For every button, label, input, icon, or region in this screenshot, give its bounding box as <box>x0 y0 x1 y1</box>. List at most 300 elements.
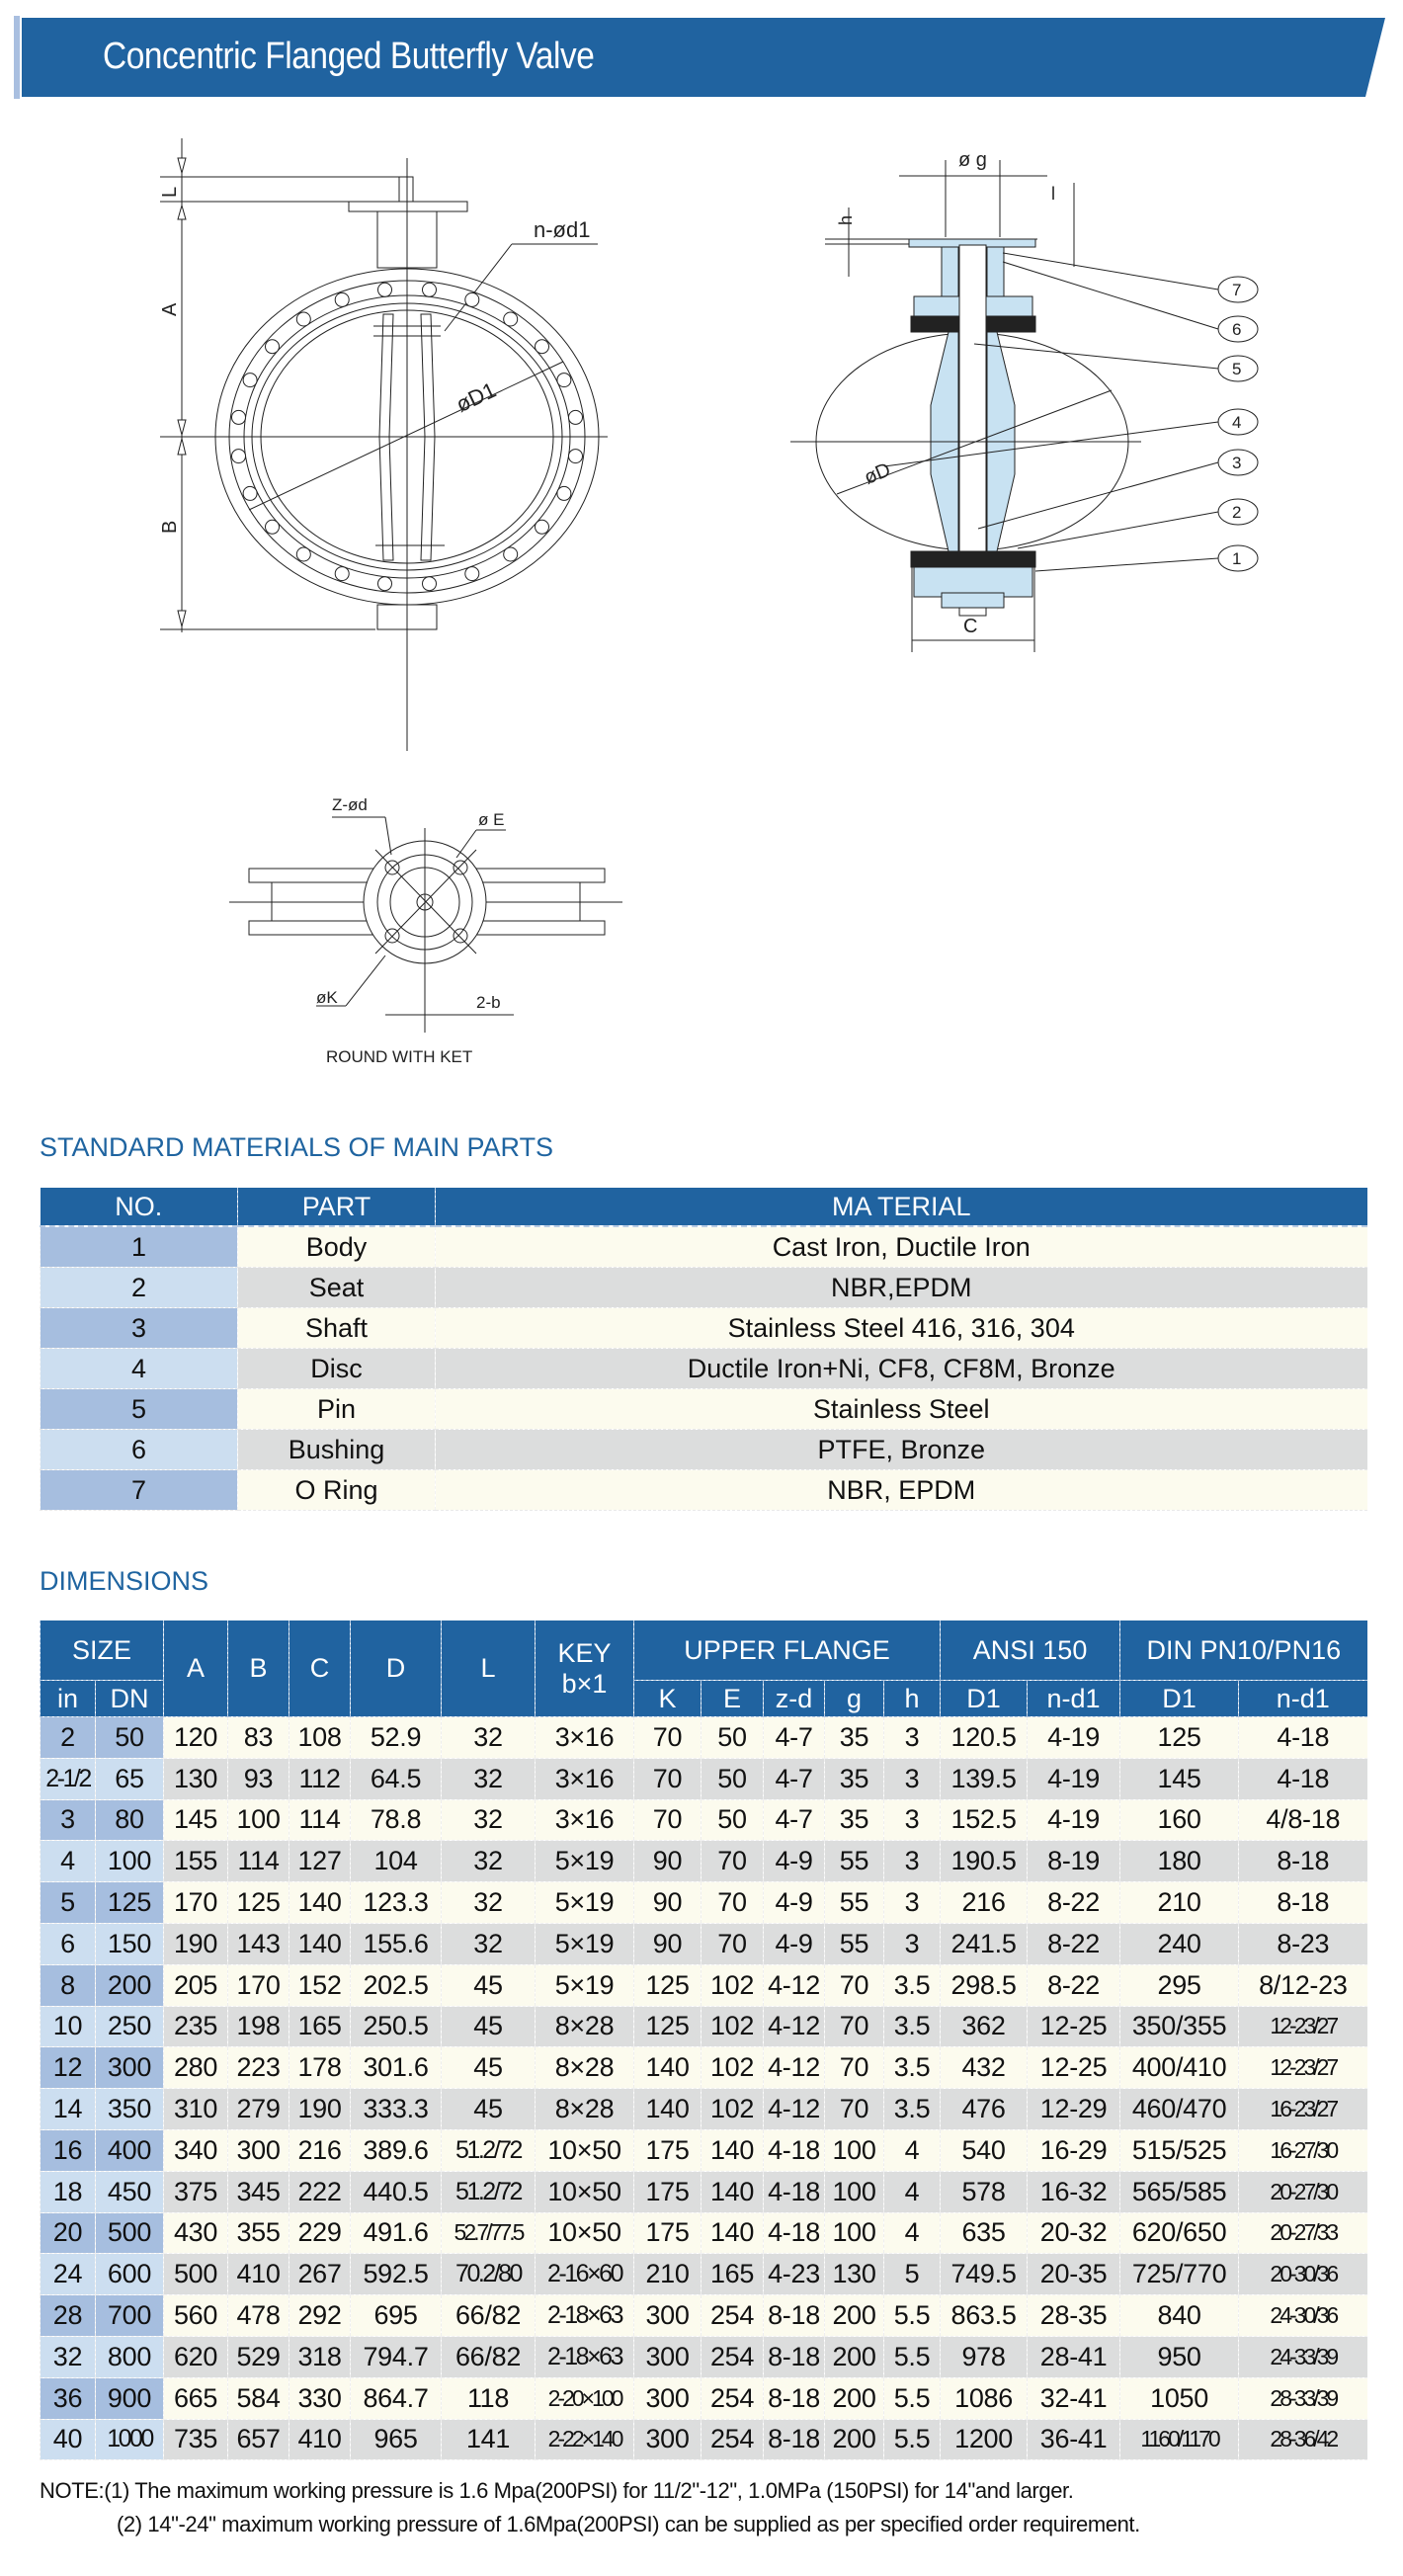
size-dn: 300 <box>96 2047 164 2089</box>
size-in: 2 <box>41 1717 96 1759</box>
arrow-icon <box>178 206 186 219</box>
flange-g: 100 <box>825 2212 884 2254</box>
size-in: 28 <box>41 2295 96 2337</box>
dim-A: 735 <box>164 2419 228 2460</box>
bolt-hole-icon <box>232 410 246 424</box>
size-dn: 900 <box>96 2377 164 2419</box>
dim-C: 178 <box>289 2047 351 2089</box>
dim-L: 51.2/72 <box>442 2171 536 2212</box>
header-material: MA TERIAL <box>436 1188 1367 1226</box>
flange-g: 200 <box>825 2377 884 2419</box>
size-dn: 400 <box>96 2129 164 2171</box>
size-dn: 800 <box>96 2336 164 2377</box>
din-nd1: 20-27/30 <box>1239 2171 1367 2212</box>
din-d1: 620/650 <box>1120 2212 1239 2254</box>
ansi-d1: 578 <box>941 2171 1028 2212</box>
header-L: L <box>442 1620 536 1717</box>
dimensions-table <box>40 1620 1367 2460</box>
din-nd1: 20-27/33 <box>1239 2212 1367 2254</box>
flange-K: 125 <box>634 2006 702 2047</box>
materials-row <box>41 1470 1367 1511</box>
ansi-nd1: 16-29 <box>1028 2129 1120 2171</box>
flange-h: 3.5 <box>884 1964 941 2006</box>
header-E: E <box>702 1681 764 1717</box>
key: 3×16 <box>536 1758 634 1799</box>
flange-K: 175 <box>634 2171 702 2212</box>
dim-A: 235 <box>164 2006 228 2047</box>
flange-K: 140 <box>634 2047 702 2089</box>
flange-h: 3 <box>884 1841 941 1882</box>
dim-B: 170 <box>228 1964 289 2006</box>
din-nd1: 24-33/39 <box>1239 2336 1367 2377</box>
flange-K: 70 <box>634 1799 702 1841</box>
key: 3×16 <box>536 1717 634 1759</box>
flange-E: 254 <box>702 2377 764 2419</box>
header-din-nd1: n-d1 <box>1239 1681 1367 1717</box>
size-in: 5 <box>41 1882 96 1924</box>
flange-h: 4 <box>884 2171 941 2212</box>
din-nd1: 8/12-23 <box>1239 1964 1367 2006</box>
dimensions-row <box>41 1758 1367 1799</box>
flange-h: 3 <box>884 1882 941 1924</box>
ansi-nd1: 32-41 <box>1028 2377 1120 2419</box>
bolt-hole-icon <box>378 283 392 296</box>
bolt-hole-icon <box>465 567 479 581</box>
dimensions-row <box>41 2254 1367 2295</box>
materials-section-title: STANDARD MATERIALS OF MAIN PARTS <box>40 1132 554 1162</box>
flange-K: 300 <box>634 2336 702 2377</box>
materials-header-row <box>41 1188 1367 1226</box>
flange-zd: 4-18 <box>764 2129 825 2171</box>
dimensions-row <box>41 1841 1367 1882</box>
size-dn: 1000 <box>96 2419 164 2460</box>
key: 10×50 <box>536 2212 634 2254</box>
size-in: 40 <box>41 2419 96 2460</box>
dim-L: 66/82 <box>442 2336 536 2377</box>
din-d1: 145 <box>1120 1758 1239 1799</box>
dim-C: 108 <box>289 1717 351 1759</box>
dim-D: 64.5 <box>351 1758 442 1799</box>
part-number: 3 <box>41 1308 238 1349</box>
materials-table <box>40 1188 1367 1511</box>
din-d1: 160 <box>1120 1799 1239 1841</box>
label-B: B <box>159 520 181 534</box>
flange-zd: 8-18 <box>764 2295 825 2337</box>
dim-C: 410 <box>289 2419 351 2460</box>
dim-B: 478 <box>228 2295 289 2337</box>
key: 5×19 <box>536 1923 634 1964</box>
dim-D: 965 <box>351 2419 442 2460</box>
ansi-nd1: 36-41 <box>1028 2419 1120 2460</box>
key: 2-18×63 <box>536 2336 634 2377</box>
din-d1: 840 <box>1120 2295 1239 2337</box>
bolt-hole-icon <box>536 520 549 534</box>
page-title: Concentric Flanged Butterfly Valve <box>103 36 595 77</box>
materials-row <box>41 1389 1367 1430</box>
flange-K: 300 <box>634 2295 702 2337</box>
ansi-d1: 120.5 <box>941 1717 1028 1759</box>
dim-B: 125 <box>228 1882 289 1924</box>
ansi-nd1: 8-22 <box>1028 1964 1120 2006</box>
din-d1: 950 <box>1120 2336 1239 2377</box>
label-g: ø g <box>958 149 987 171</box>
materials-row <box>41 1268 1367 1308</box>
dim-L: 45 <box>442 2047 536 2089</box>
materials-row <box>41 1430 1367 1470</box>
flange-zd: 4-9 <box>764 1882 825 1924</box>
header-in: in <box>41 1681 96 1717</box>
flange-h: 5.5 <box>884 2377 941 2419</box>
bolt-hole-icon <box>504 312 518 326</box>
header-dn: DN <box>96 1681 164 1717</box>
flange-K: 210 <box>634 2254 702 2295</box>
flange-h: 5.5 <box>884 2295 941 2337</box>
size-dn: 150 <box>96 1923 164 1964</box>
part-name: Shaft <box>238 1308 436 1349</box>
dimensions-row <box>41 2419 1367 2460</box>
key: 10×50 <box>536 2129 634 2171</box>
dim-L: 45 <box>442 1964 536 2006</box>
dim-L: 32 <box>442 1717 536 1759</box>
size-dn: 125 <box>96 1882 164 1924</box>
dim-L: 45 <box>442 2089 536 2130</box>
flange-E: 140 <box>702 2171 764 2212</box>
flange-zd: 4-23 <box>764 2254 825 2295</box>
din-d1: 400/410 <box>1120 2047 1239 2089</box>
label-L: L <box>159 186 181 198</box>
dim-A: 375 <box>164 2171 228 2212</box>
din-nd1: 4-18 <box>1239 1717 1367 1759</box>
part-name: Seat <box>238 1268 436 1308</box>
top-view-caption: ROUND WITH KET <box>326 1047 473 1066</box>
part-name: Bushing <box>238 1430 436 1470</box>
part-number: 5 <box>41 1389 238 1430</box>
flange-zd: 4-12 <box>764 1964 825 2006</box>
key: 8×28 <box>536 2047 634 2089</box>
din-d1: 1050 <box>1120 2377 1239 2419</box>
bolt-hole-icon <box>423 283 437 296</box>
bolt-hole-icon <box>243 374 257 387</box>
ansi-d1: 476 <box>941 2089 1028 2130</box>
flange-zd: 4-9 <box>764 1841 825 1882</box>
ansi-d1: 432 <box>941 2047 1028 2089</box>
dim-D: 78.8 <box>351 1799 442 1841</box>
callout-number: 6 <box>1232 320 1242 339</box>
dim-A: 145 <box>164 1799 228 1841</box>
section-view-drawing <box>790 138 1284 870</box>
din-nd1: 8-23 <box>1239 1923 1367 1964</box>
flange-h: 5.5 <box>884 2419 941 2460</box>
diameter-line <box>249 362 563 510</box>
dim-C: 140 <box>289 1882 351 1924</box>
dimensions-row <box>41 2047 1367 2089</box>
flange-K: 70 <box>634 1758 702 1799</box>
dim-A: 430 <box>164 2212 228 2254</box>
key: 5×19 <box>536 1841 634 1882</box>
flange-zd: 8-18 <box>764 2377 825 2419</box>
din-d1: 1160/1170 <box>1120 2419 1239 2460</box>
dim-B: 279 <box>228 2089 289 2130</box>
flange-zd: 8-18 <box>764 2336 825 2377</box>
arrow-icon <box>178 158 186 173</box>
flange-K: 70 <box>634 1717 702 1759</box>
dim-C: 229 <box>289 2212 351 2254</box>
dim-A: 170 <box>164 1882 228 1924</box>
flange-h: 3 <box>884 1758 941 1799</box>
key: 8×28 <box>536 2006 634 2047</box>
size-in: 20 <box>41 2212 96 2254</box>
key: 2-16×60 <box>536 2254 634 2295</box>
size-dn: 80 <box>96 1799 164 1841</box>
dim-B: 143 <box>228 1923 289 1964</box>
ansi-d1: 139.5 <box>941 1758 1028 1799</box>
size-in: 18 <box>41 2171 96 2212</box>
flange-g: 70 <box>825 2089 884 2130</box>
arrow-icon <box>178 439 186 455</box>
key: 8×28 <box>536 2089 634 2130</box>
header-zd: z-d <box>764 1681 825 1717</box>
flange-h: 5.5 <box>884 2336 941 2377</box>
dim-C: 318 <box>289 2336 351 2377</box>
bolt-hole-icon <box>465 292 479 306</box>
bolt-hole-icon <box>557 486 571 500</box>
materials-row <box>41 1308 1367 1349</box>
part-material: Ductile Iron+Ni, CF8, CF8M, Bronze <box>436 1349 1367 1389</box>
header-C: C <box>289 1620 351 1717</box>
part-number: 1 <box>41 1226 238 1268</box>
flange-E: 102 <box>702 2047 764 2089</box>
header-size: SIZE <box>41 1620 164 1681</box>
header-ansi-d1: D1 <box>941 1681 1028 1717</box>
note-2: (2) 14"-24" maximum working pressure of 1.6Mpa(200PSI) can be supplied as per specified order requirement. <box>117 2512 1140 2536</box>
ansi-d1: 241.5 <box>941 1923 1028 1964</box>
din-d1: 515/525 <box>1120 2129 1239 2171</box>
flange-K: 300 <box>634 2419 702 2460</box>
callout-number: 7 <box>1232 281 1242 299</box>
size-in: 2-1/2 <box>41 1758 96 1799</box>
dimensions-row <box>41 2171 1367 2212</box>
key: 10×50 <box>536 2171 634 2212</box>
dim-D: 695 <box>351 2295 442 2337</box>
dim-B: 657 <box>228 2419 289 2460</box>
size-in: 3 <box>41 1799 96 1841</box>
dim-L: 52.7/77.5 <box>442 2212 536 2254</box>
size-dn: 700 <box>96 2295 164 2337</box>
din-nd1: 12-23/27 <box>1239 2047 1367 2089</box>
size-dn: 65 <box>96 1758 164 1799</box>
dim-D: 202.5 <box>351 1964 442 2006</box>
bolt-hole-icon <box>243 486 257 500</box>
flange-E: 50 <box>702 1799 764 1841</box>
part-number: 2 <box>41 1268 238 1308</box>
size-in: 24 <box>41 2254 96 2295</box>
dim-C: 216 <box>289 2129 351 2171</box>
bolt-hole-icon <box>423 577 437 591</box>
dimensions-row <box>41 1964 1367 2006</box>
din-nd1: 20-30/36 <box>1239 2254 1367 2295</box>
bolt-hole-icon <box>378 577 392 591</box>
header-ansi: ANSI 150 <box>941 1620 1120 1681</box>
flange-h: 4 <box>884 2129 941 2171</box>
flange-E: 254 <box>702 2336 764 2377</box>
ansi-d1: 362 <box>941 2006 1028 2047</box>
dim-D: 155.6 <box>351 1923 442 1964</box>
bolt-hole-icon <box>296 312 310 326</box>
header-D: D <box>351 1620 442 1717</box>
top-plate <box>349 202 467 211</box>
label-D: øD <box>861 458 894 489</box>
din-nd1: 28-36/42 <box>1239 2419 1367 2460</box>
front-view-drawing <box>138 128 692 761</box>
dim-L: 66/82 <box>442 2295 536 2337</box>
size-dn: 250 <box>96 2006 164 2047</box>
part-name: Pin <box>238 1389 436 1430</box>
ansi-nd1: 8-22 <box>1028 1923 1120 1964</box>
flange-h: 3.5 <box>884 2047 941 2089</box>
size-in: 12 <box>41 2047 96 2089</box>
dimensions-row <box>41 2377 1367 2419</box>
din-d1: 295 <box>1120 1964 1239 2006</box>
dim-L: 45 <box>442 2006 536 2047</box>
ansi-nd1: 16-32 <box>1028 2171 1120 2212</box>
bolt-hole-icon <box>557 374 571 387</box>
dim-D: 104 <box>351 1841 442 1882</box>
dim-L: 51.2/72 <box>442 2129 536 2171</box>
bolt-hole-icon <box>335 567 349 581</box>
flange-zd: 4-7 <box>764 1758 825 1799</box>
callout-number: 5 <box>1232 360 1242 378</box>
size-in: 16 <box>41 2129 96 2171</box>
header-A: A <box>164 1620 228 1717</box>
dim-L: 32 <box>442 1841 536 1882</box>
header-B: B <box>228 1620 289 1717</box>
dim-B: 355 <box>228 2212 289 2254</box>
size-in: 6 <box>41 1923 96 1964</box>
flange-E: 254 <box>702 2419 764 2460</box>
dim-A: 665 <box>164 2377 228 2419</box>
ansi-nd1: 4-19 <box>1028 1758 1120 1799</box>
size-dn: 500 <box>96 2212 164 2254</box>
part-material: PTFE, Bronze <box>436 1430 1367 1470</box>
dim-C: 152 <box>289 1964 351 2006</box>
flange-zd: 4-18 <box>764 2171 825 2212</box>
part-name: O Ring <box>238 1470 436 1511</box>
size-in: 4 <box>41 1841 96 1882</box>
ansi-d1: 216 <box>941 1882 1028 1924</box>
ansi-d1: 1086 <box>941 2377 1028 2419</box>
part-number: 4 <box>41 1349 238 1389</box>
dim-L: 141 <box>442 2419 536 2460</box>
label-C: C <box>963 616 978 637</box>
flange-g: 55 <box>825 1882 884 1924</box>
ansi-d1: 540 <box>941 2129 1028 2171</box>
din-d1: 125 <box>1120 1717 1239 1759</box>
din-nd1: 8-18 <box>1239 1841 1367 1882</box>
din-nd1: 12-23/27 <box>1239 2006 1367 2047</box>
flange-K: 175 <box>634 2212 702 2254</box>
ansi-nd1: 12-29 <box>1028 2089 1120 2130</box>
flange-h: 3 <box>884 1923 941 1964</box>
din-nd1: 4-18 <box>1239 1758 1367 1799</box>
ansi-nd1: 4-19 <box>1028 1799 1120 1841</box>
din-nd1: 28-33/39 <box>1239 2377 1367 2419</box>
bolt-hole-icon <box>536 340 549 354</box>
dim-D: 491.6 <box>351 2212 442 2254</box>
dim-A: 500 <box>164 2254 228 2295</box>
dimensions-row <box>41 2006 1367 2047</box>
din-d1: 240 <box>1120 1923 1239 1964</box>
flange-K: 300 <box>634 2377 702 2419</box>
flange-E: 70 <box>702 1841 764 1882</box>
din-d1: 180 <box>1120 1841 1239 1882</box>
dim-D: 864.7 <box>351 2377 442 2419</box>
dim-D: 123.3 <box>351 1882 442 1924</box>
flange-E: 70 <box>702 1882 764 1924</box>
header-no: NO. <box>41 1188 238 1226</box>
din-d1: 210 <box>1120 1882 1239 1924</box>
dimensions-row <box>41 1799 1367 1841</box>
flange-E: 165 <box>702 2254 764 2295</box>
ansi-nd1: 20-32 <box>1028 2212 1120 2254</box>
flange-g: 200 <box>825 2419 884 2460</box>
size-in: 36 <box>41 2377 96 2419</box>
dimensions-row <box>41 2212 1367 2254</box>
dim-B: 93 <box>228 1758 289 1799</box>
flange-g: 70 <box>825 2006 884 2047</box>
title-banner <box>14 16 1377 99</box>
size-dn: 600 <box>96 2254 164 2295</box>
callout-number: 4 <box>1232 413 1242 432</box>
dim-A: 130 <box>164 1758 228 1799</box>
key: 2-20×100 <box>536 2377 634 2419</box>
dimensions-row <box>41 2336 1367 2377</box>
flange-E: 140 <box>702 2212 764 2254</box>
ansi-nd1: 20-35 <box>1028 2254 1120 2295</box>
size-in: 8 <box>41 1964 96 2006</box>
dim-A: 560 <box>164 2295 228 2337</box>
flange-g: 200 <box>825 2336 884 2377</box>
dim-B: 198 <box>228 2006 289 2047</box>
din-nd1: 4/8-18 <box>1239 1799 1367 1841</box>
flange-E: 50 <box>702 1758 764 1799</box>
flange-E: 140 <box>702 2129 764 2171</box>
dim-B: 223 <box>228 2047 289 2089</box>
note-1: NOTE:(1) The maximum working pressure is 1.6 Mpa(200PSI) for 11/2"-12", 1.0MPa (150PSI) for 14"and larger. <box>40 2478 1074 2503</box>
ansi-nd1: 8-22 <box>1028 1882 1120 1924</box>
label-D1: øD1 <box>452 376 500 418</box>
dim-L: 32 <box>442 1799 536 1841</box>
flange-K: 90 <box>634 1882 702 1924</box>
flange-zd: 4-7 <box>764 1799 825 1841</box>
materials-row <box>41 1226 1367 1268</box>
dim-A: 280 <box>164 2047 228 2089</box>
header-upper-flange: UPPER FLANGE <box>634 1620 941 1681</box>
dim-C: 114 <box>289 1799 351 1841</box>
arrow-icon <box>178 611 186 626</box>
dim-L: 70.2/80 <box>442 2254 536 2295</box>
header-din-d1: D1 <box>1120 1681 1239 1717</box>
dimensions-section-title: DIMENSIONS <box>40 1566 209 1596</box>
key: 5×19 <box>536 1882 634 1924</box>
part-material: NBR,EPDM <box>436 1268 1367 1308</box>
size-in: 14 <box>41 2089 96 2130</box>
flange-h: 3.5 <box>884 2006 941 2047</box>
bolt-hole-icon <box>569 450 583 463</box>
flange-h: 3 <box>884 1717 941 1759</box>
flange-K: 125 <box>634 1964 702 2006</box>
ansi-d1: 978 <box>941 2336 1028 2377</box>
dim-D: 440.5 <box>351 2171 442 2212</box>
